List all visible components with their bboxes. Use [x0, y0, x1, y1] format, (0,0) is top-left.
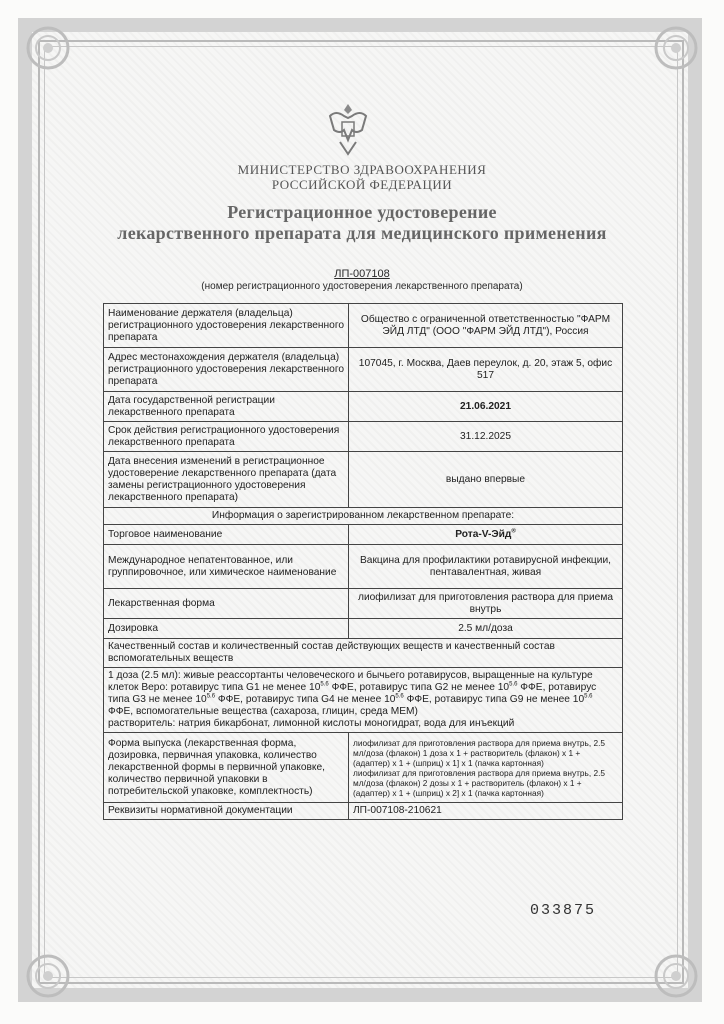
- registration-number-caption: (номер регистрационного удостоверения лекарственного препарата): [201, 281, 523, 292]
- ministry-country: РОССИЙСКОЙ ФЕДЕРАЦИИ: [271, 177, 453, 192]
- composition-header: Качественный состав и количественный состав действующих веществ и качественный состав вспомогательных веществ: [104, 639, 623, 668]
- table-row: [104, 589, 623, 619]
- serial-number: 033875: [530, 902, 597, 919]
- table-row: [104, 348, 623, 392]
- table-row: [104, 304, 623, 348]
- composition-text: [104, 668, 623, 733]
- table-row: [104, 619, 623, 639]
- table-row: [104, 422, 623, 452]
- normative-label: Реквизиты нормативной документации: [104, 803, 349, 820]
- ministry-name: МИНИСТЕРСТВО ЗДРАВООХРАНЕНИЯ: [237, 162, 487, 177]
- trade-name-value: [349, 525, 623, 545]
- release-form-value: [349, 733, 623, 803]
- dosage-form-label: Лекарственная форма: [104, 589, 349, 619]
- corner-ornament-icon: [650, 22, 702, 74]
- validity-value: 31.12.2025: [349, 422, 623, 452]
- composition-line: типа G3 не менее $10^{5.6}$ ФФЕ, ротавирус типа G4 не менее $10^{5.6}$ ФФЕ, ротавирус типа G9 не менее $10^{5.6}$: [108, 693, 593, 705]
- validity-label: Срок действия регистрационного удостоверения лекарственного препарата: [104, 422, 349, 452]
- changes-value: выдано впервые: [349, 452, 623, 508]
- corner-ornament-icon: [22, 950, 74, 1002]
- table-row: [104, 392, 623, 422]
- table-row: [104, 508, 623, 525]
- address-value: 107045, г. Москва, Даев переулок, д. 20, этаж 5, офис 517: [349, 348, 623, 392]
- inn-value: Вакцина для профилактики ротавирусной инфекции, пентавалентная, живая: [349, 545, 623, 589]
- dosage-label: Дозировка: [104, 619, 349, 639]
- table-row: [104, 525, 623, 545]
- release-form-label: Форма выпуска (лекарственная форма, дозировка, первичная упаковка, количество лекарственной формы в первичной упаковке, количество первичной упаковки в потребительской упаковке, комплектность): [104, 733, 349, 803]
- corner-ornament-icon: [650, 950, 702, 1002]
- inn-label: Международное непатентованное, или группировочное, или химическое наименование: [104, 545, 349, 589]
- table-row: [104, 733, 623, 803]
- dosage-value: 2.5 мл/доза: [349, 619, 623, 639]
- composition-line: клеток Веро: ротавирус типа G1 не менее $10^{5.6}$ ФФЕ, ротавирус типа G2 не менее $10^{5.6}$ ФФЕ, ротавирус: [108, 681, 597, 693]
- table-row: [104, 639, 623, 668]
- info-header: Информация о зарегистрированном лекарственном препарате:: [104, 508, 623, 525]
- release-form-option: лиофилизат для приготовления раствора для приема внутрь, 2.5 мл/доза (флакон) 2 дозы x 1 + растворитель (флакон) x 1 + (адаптер) x 1 + (шприц) x 2] x 1 (пачка картонная): [353, 767, 605, 798]
- document-title: Регистрационное удостоверение: [227, 202, 497, 222]
- address-label: Адрес местонахождения держателя (владельца) регистрационного удостоверения лекарственного препарата: [104, 348, 349, 392]
- reg-date-label: Дата государственной регистрации лекарственного препарата: [104, 392, 349, 422]
- composition-line: ФФЕ, вспомогательные вещества (сахароза, глицин, среда МЕМ): [108, 706, 418, 717]
- dosage-form-value: лиофилизат для приготовления раствора для приема внутрь: [349, 589, 623, 619]
- registration-number: ЛП-007108: [334, 268, 390, 280]
- document-subtitle: лекарственного препарата для медицинского применения: [117, 223, 607, 243]
- table-row: [104, 452, 623, 508]
- table-row: [104, 668, 623, 733]
- table-row: [104, 545, 623, 589]
- normative-value: ЛП-007108-210621: [349, 803, 623, 820]
- composition-line: 1 доза (2.5 мл): живые реассортанты человеческого и бычьего ротавирусов, выращенные на культуре: [108, 670, 593, 681]
- trade-name-text: Рота-V-Эйд: [455, 528, 512, 540]
- reg-date-value: 21.06.2021: [349, 392, 623, 422]
- holder-label: Наименование держателя (владельца) регистрационного удостоверения лекарственного препарата: [104, 304, 349, 348]
- corner-ornament-icon: [22, 22, 74, 74]
- trademark-sign: ®: [511, 528, 516, 535]
- release-form-option: лиофилизат для приготовления раствора для приема внутрь, 2.5 мл/доза (флакон) 1 доза x 1 + растворитель (флакон) x 1 + (адаптер) x 1 + (шприц) x 1] x 1 (пачка картонная): [353, 737, 605, 768]
- changes-label: Дата внесения изменений в регистрационное удостоверение лекарственного препарата (дата замены регистрационного удостоверения лекарственного препарата): [104, 452, 349, 508]
- composition-line: растворитель: натрия бикарбонат, лимонной кислоты моногидрат, вода для инъекций: [108, 718, 515, 729]
- trade-name-label: Торговое наименование: [104, 525, 349, 545]
- coat-of-arms-icon: [322, 100, 374, 158]
- table-row: [104, 803, 623, 820]
- registration-table: [103, 303, 623, 820]
- holder-value: Общество с ограниченной ответственностью "ФАРМ ЭЙД ЛТД" (ООО "ФАРМ ЭЙД ЛТД"), Россия: [349, 304, 623, 348]
